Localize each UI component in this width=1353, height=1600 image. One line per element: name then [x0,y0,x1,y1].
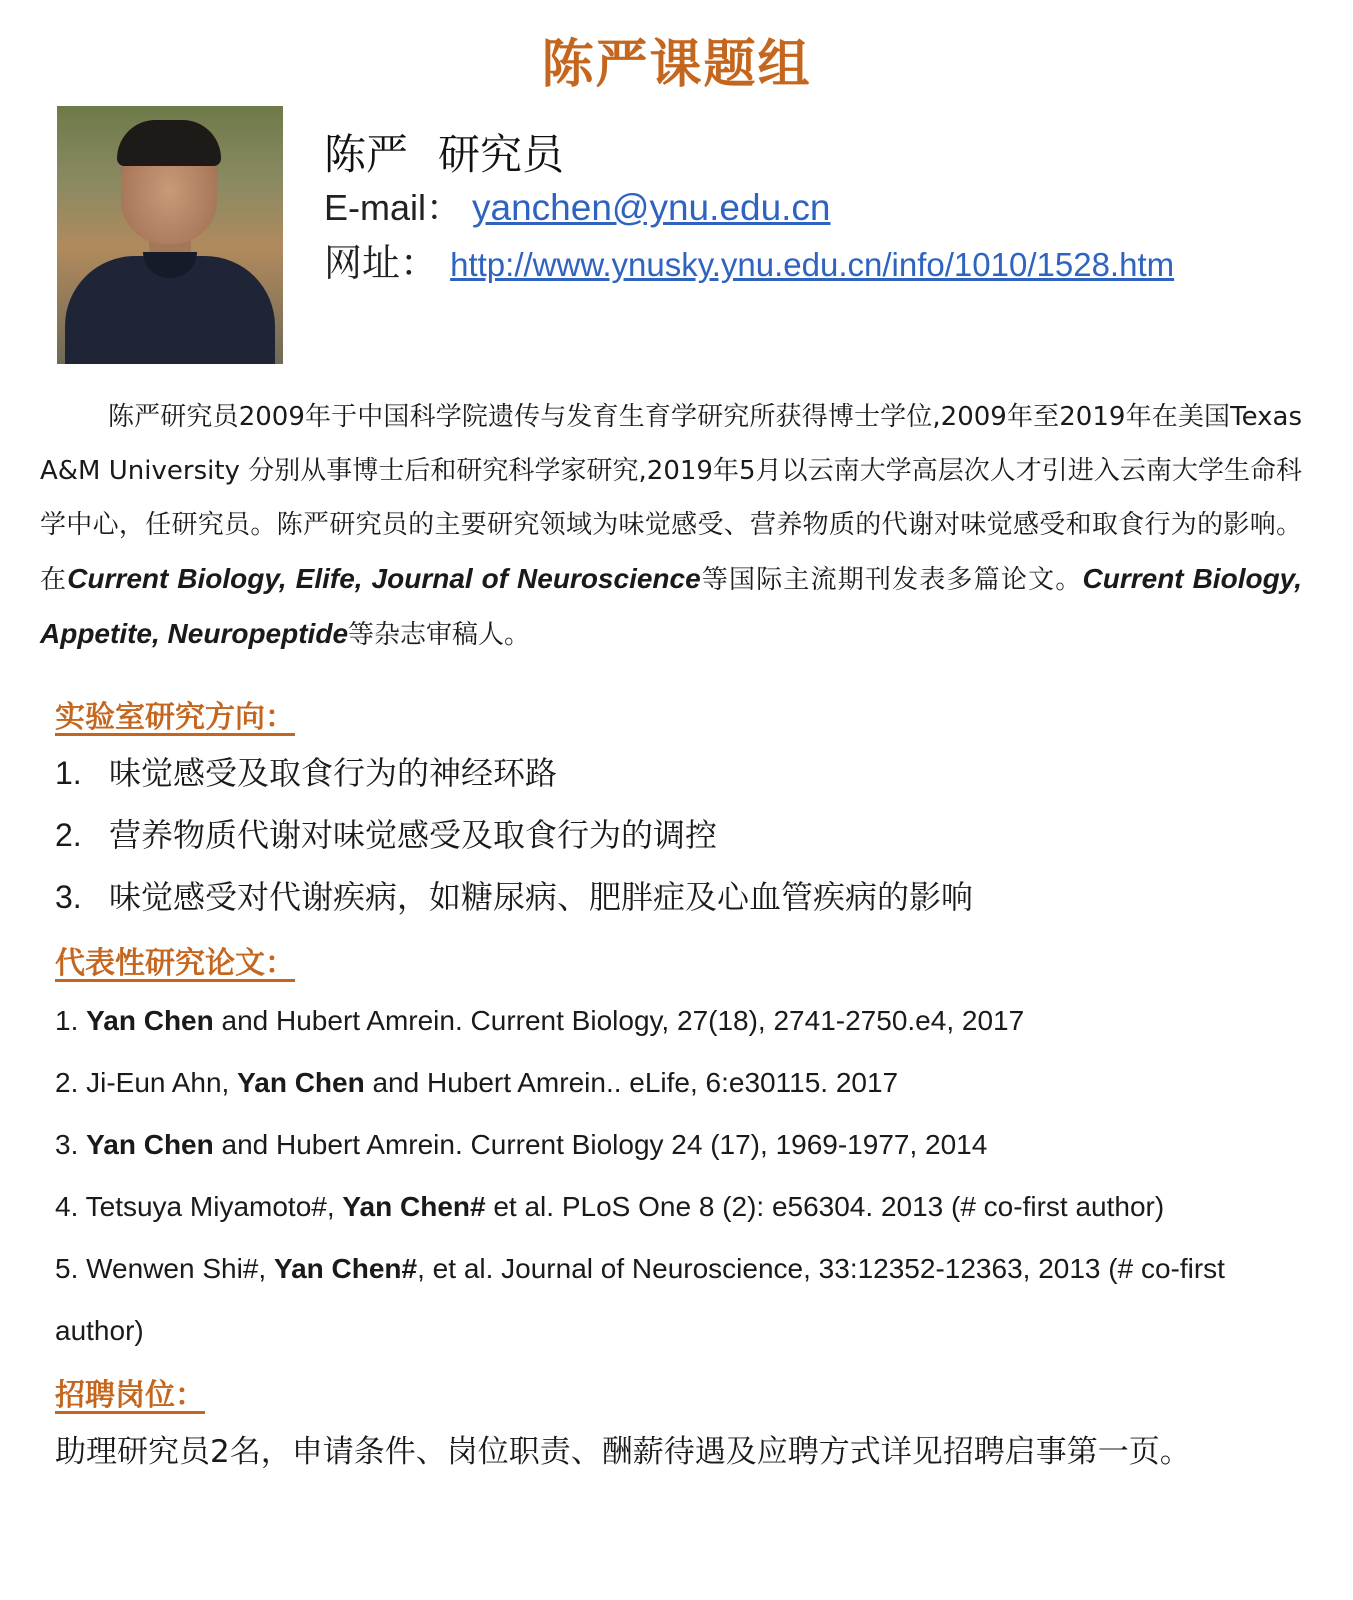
profile-name: 陈严 [324,130,409,179]
email-label: E-mail： [324,187,463,228]
publications-heading: 代表性研究论文： [55,946,295,981]
publication-list [55,990,1295,1362]
list-item: 1. Yan Chen and Hubert Amrein. Current Biology, 27(18), 2741-2750.e4, 2017 [55,1005,1025,1036]
website-link[interactable]: http://www.ynusky.ynu.edu.cn/info/1010/1528.htm [450,246,1175,283]
email-link[interactable]: yanchen@ynu.edu.cn [472,187,831,228]
list-item: 2. 营养物质代谢对味觉感受及取食行为的调控 [55,816,718,854]
website-line [324,232,1174,287]
website-label: 网址： [324,241,439,285]
profile-position: 研究员 [438,130,565,179]
list-item: 1. 味觉感受及取食行为的神经环路 [55,754,558,792]
profile-photo [57,106,283,364]
list-item: 5. Wenwen Shi#, Yan Chen#, et al. Journal of Neuroscience, 33:12352-12363, 2013 (# co-first author) [55,1253,1225,1346]
page-title: 陈严课题组 [541,35,812,95]
list-item: 3. Yan Chen and Hubert Amrein. Current Biology 24 (17), 1969-1977, 2014 [55,1129,988,1160]
research-heading: 实验室研究方向： [55,700,295,735]
bio-journals-reviewer: Current Biology, Appetite, Neuropeptide [40,563,1302,649]
profile-name-line [324,122,564,182]
bio-text-2: 等国际主流期刊发表多篇论文。 [700,565,1083,595]
biography [40,390,1302,662]
list-item: 2. Ji-Eun Ahn, Yan Chen and Hubert Amrein.. eLife, 6:e30115. 2017 [55,1067,899,1098]
list-item: 3. 味觉感受对代谢疾病，如糖尿病、肥胖症及心血管疾病的影响 [55,878,974,916]
bio-journals-published: Current Biology, Elife, Journal of Neuroscience [67,563,701,594]
research-list [55,742,973,928]
recruit-heading: 招聘岗位： [55,1378,205,1413]
list-item: 4. Tetsuya Miyamoto#, Yan Chen# et al. PLoS One 8 (2): e56304. 2013 (# co-first author) [55,1191,1165,1222]
recruit-text: 助理研究员2名，申请条件、岗位职责、酬薪待遇及应聘方式详见招聘启事第一页。 [55,1434,1191,1470]
bio-text-3: 等杂志审稿人。 [348,620,531,650]
bio-text-1: 陈严研究员2009年于中国科学院遗传与发育生育学研究所获得博士学位,2009年至2019年在美国Texas A&M University 分别从事博士后和研究科学家研究,2019年5月以云南大学高层次人才引进入云南大学生命科学中心，任研究员。陈严研究员的主要研究领域为味觉感受、营养物质的代谢对味觉感受和取食行为的影响。在 [40,402,1302,595]
email-line [324,180,831,231]
